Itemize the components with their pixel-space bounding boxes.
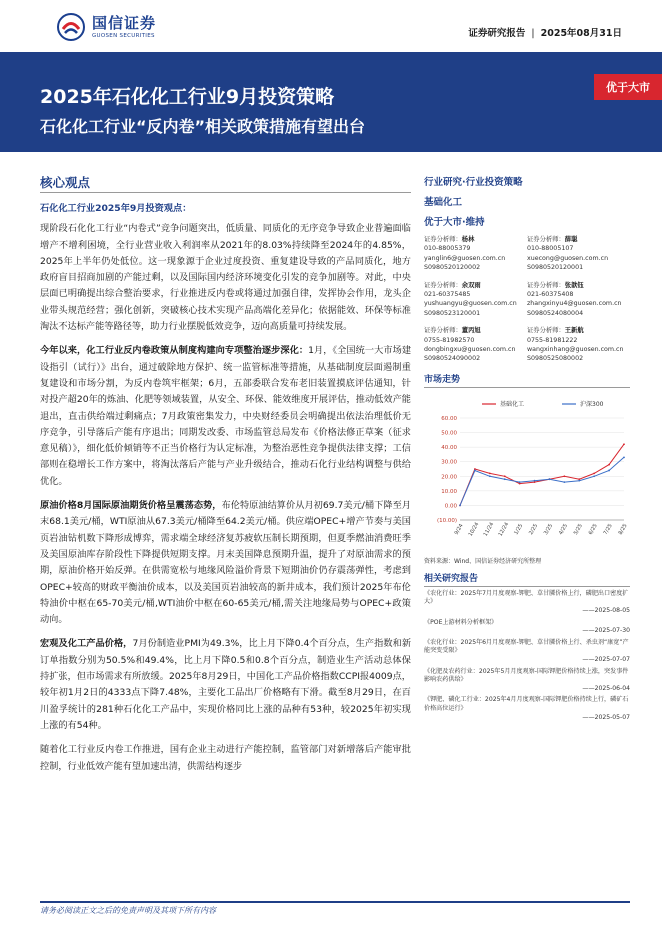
core-body bbox=[40, 201, 411, 783]
analyst-email[interactable]: zhangxinyu4@guosen.com.cn bbox=[527, 300, 622, 308]
y-tick-label: 40.00 bbox=[441, 445, 457, 452]
core-paragraph-3-lead: 原油价格8月国际原油期货价格呈震荡态势， bbox=[40, 500, 222, 512]
analyst-card: 证券分析师：张歆钰 021-60375408 zhangxinyu4@guosen.com.cn S0980524080004 bbox=[527, 281, 630, 319]
x-tick-label: 6/25 bbox=[587, 522, 599, 536]
core-paragraph-2: 今年以来，化工行业反内卷政策从制度构建向专项整治逐步深化：1月，《全国统一大市场建设指引（试行）》出台，通过破除地方保护、统一监管标准等措施，从基础制度层面遏制重复建设和市场分割，为反内卷筑牢框架；6月，五部委联合发布老旧装置摸底评估通知，针对投产超20年的炼油、化肥等领域装置，从安全、环保、能效维度开展评估，推动低效产能退出，直击供给端过剩痛点；7月政策密集发力，中央财经委员会明确提出依法治理低价无序竞争，引导落后产能有序退出；同期发改委、市场监管总局发布《价格法修正草案（征求意见稿）》，细化低价倾销等不正当价格行为认定标准，为整治恶性竞争提供法律支撑；工信部则在稳增长工作方案中，将淘汰落后产能与产业升级结合，推动石化行业结构调整与供给优化。 bbox=[40, 345, 412, 487]
y-tick-label: 0.00 bbox=[444, 503, 457, 510]
analyst-card: 证券分析师：余双雨 021-60375485 yushuangyu@guosen.com.cn S0980523120001 bbox=[424, 281, 527, 319]
legend-label: 沪深300 bbox=[580, 400, 604, 408]
analyst-list bbox=[424, 235, 630, 364]
core-paragraph-3: 原油价格8月国际原油期货价格呈震荡态势，布伦特原油结算价从月初69.7美元/桶下降至月末68.1美元/桶，WTI原油从67.3美元/桶降至64.2美元/桶。供应端OPEC+增产节奏与美国页岩油钻机数下降形成博弈，需求端全球经济复苏疲软压制长期预期，但夏季燃油消费旺季及美国原油库存阶段性下降提供短期支撑。月末美国降息预期升温，提升了对原油需求的预期，原油价格开始反弹。在供需宽松与地缘风险溢价背景下短期油价仍存震荡弹性，考虑到OPEC+较高的财政平衡油价成本，以及美国页岩油较高的新井成本，我们预计2025年布伦特油价中枢在65-70美元/桶,WTI油价中枢在60-65美元/桶,需关注地缘局势与OPEC+政策动向。 bbox=[40, 500, 411, 626]
footer-disclaimer: 请务必阅读正文之后的免责声明及其项下所有内容 bbox=[40, 906, 216, 915]
series-point bbox=[474, 469, 476, 471]
analyst-email[interactable]: wangxinhang@guosen.com.cn bbox=[527, 346, 624, 354]
analyst-email[interactable]: yushuangyu@guosen.com.cn bbox=[424, 300, 517, 308]
core-heading: 核心观点 bbox=[40, 175, 91, 190]
x-tick-label: 10/24 bbox=[467, 521, 481, 538]
industry-name: 基础化工 bbox=[424, 197, 463, 208]
header-meta: 证券研究报告 | 2025年08月31日 bbox=[468, 28, 622, 39]
series-point bbox=[549, 478, 551, 480]
core-paragraph-4: 宏观及化工产品价格，7月份制造业PMI为49.3%，比上月下降0.4个百分点，生产指数和新订单指数分别为50.5%和49.4%，比上月下降0.5和0.8个百分点，制造业生产活动总体保持扩张，但市场需求有所放缓。2025年8月29日，中国化工产品价格指数CCPI报4009点，较年初1月2日的4333点下降7.48%，主要化工品出厂价格略有下滑。截至8月29日，在百川盈孚统计的281种石化化工产品中，实现价格同比上涨的品种有53种，较2025年初实现上涨的有54种。 bbox=[40, 638, 412, 731]
related-reports-title: 相关研究报告 bbox=[424, 571, 630, 587]
analyst-card: 证券分析师：杨林 010-88005379 yanglin6@guosen.com.cn S0980520120002 bbox=[424, 235, 527, 273]
guosen-logo bbox=[56, 12, 156, 42]
core-paragraph-5: 随着化工行业反内卷工作推进，国有企业主动进行产能控制，监管部门对新增落后产能审批控制，行业低效产能有望加速出清，供需结构逐步 bbox=[40, 744, 411, 772]
chart-source: 资料来源：Wind、国信证券经济研究所整理 bbox=[424, 557, 542, 565]
footer-divider bbox=[40, 901, 630, 903]
series-point bbox=[489, 472, 491, 474]
y-tick-label: 60.00 bbox=[441, 415, 457, 422]
series-point bbox=[519, 481, 521, 483]
y-tick-label: 10.00 bbox=[441, 488, 457, 495]
series-point bbox=[563, 475, 565, 477]
series-point bbox=[534, 480, 536, 482]
core-paragraph-1: 现阶段石化化工行业“内卷式”竞争问题突出，低质量、同质化的无序竞争导致企业普遍面临增产不增利困境，全行业营业收入利润率从2021年的8.03%持续降至2024年的4.85%，2025年上半年仍处低位。这一现象源于企业过度投资、重复建设导致的产品同质化，地方政府盲目招商加剧的产能过剩，以及国际国内经济环境变化引发的竞争加剧等。对此，中央层面已明确提出综合整治要求，行业推进反内卷或将通过加强自律，发挥协会作用，龙头企业带头规范经营；强化创新，突破核心技术实现产品高端化差异化；依据能效、环保等标准淘汰不达标产能等路径等，助力行业摆脱低效竞争，迈向高质量可持续发展。 bbox=[40, 223, 411, 333]
x-tick-label: 7/25 bbox=[602, 522, 614, 536]
x-tick-label: 5/25 bbox=[572, 522, 584, 536]
core-divider bbox=[40, 192, 411, 193]
legend-label: 基础化工 bbox=[500, 400, 525, 408]
y-tick-label: (10.00) bbox=[436, 517, 457, 524]
report-type: 证券研究报告 bbox=[468, 28, 526, 39]
analyst-email[interactable]: yanglin6@guosen.com.cn bbox=[424, 254, 506, 262]
analyst-card: 证券分析师：董丙旭 0755-81982570 dongbingxu@guosen.com.cn S0980524090002 bbox=[424, 326, 527, 364]
logo-cn-text: 国信证券 bbox=[92, 13, 157, 32]
series-point bbox=[608, 469, 610, 471]
page-header bbox=[0, 0, 662, 52]
x-tick-label: 4/25 bbox=[557, 522, 570, 536]
related-report-link[interactable]: 《钾肥、磷化工行业：2025年4月月度观察-国际钾肥价格持续上行，磷矿石价格高位运行》 ——2025-05-07 bbox=[424, 696, 630, 721]
rating-line: 优于大市·维持 bbox=[424, 217, 485, 228]
x-tick-label: 12/24 bbox=[497, 521, 511, 538]
x-tick-label: 1/25 bbox=[513, 522, 525, 536]
series-point bbox=[578, 480, 580, 482]
related-report-link[interactable]: 《化肥及农药行业：2025年5月月度观察-国际钾肥价格持续上涨，突发事件影响农药供给》 ——2025-06-04 bbox=[424, 667, 630, 692]
related-report-link[interactable]: 《农化行业：2025年7月月度观察-钾肥、草甘膦价格上行，磷肥出口密度扩大》 ——2025-08-05 bbox=[424, 589, 630, 615]
x-tick-label: 11/24 bbox=[482, 521, 496, 538]
series-point bbox=[623, 456, 625, 458]
sidebar bbox=[424, 173, 630, 722]
report-category: 行业研究·行业投资策略 bbox=[424, 177, 523, 188]
series-line-csi300 bbox=[460, 457, 624, 505]
core-paragraph-4-lead: 宏观及化工产品价格， bbox=[40, 638, 133, 650]
core-subheading: 石化化工行业2025年9月投资观点： bbox=[40, 203, 192, 214]
rating-badge: 优于大市 bbox=[594, 74, 662, 100]
logo-en-text: GUOSEN SECURITIES bbox=[92, 32, 155, 39]
report-subtitle: 石化化工行业“反内卷”相关政策措施有望出台 bbox=[40, 117, 366, 136]
related-report-link[interactable]: 《农化行业：2025年6月月度观察-钾肥、草甘膦价格上行、杀虫剂“康宽”产能突变受限》 ——2025-07-07 bbox=[424, 638, 630, 664]
x-tick-label: 9/24 bbox=[453, 522, 465, 536]
market-trend-title: 市场走势 bbox=[424, 372, 630, 388]
series-point bbox=[504, 475, 506, 477]
series-point bbox=[459, 504, 461, 506]
y-tick-label: 30.00 bbox=[441, 459, 457, 466]
title-banner bbox=[0, 52, 662, 152]
series-point bbox=[623, 443, 625, 445]
report-title: 2025年石化化工行业9月投资策略 bbox=[40, 86, 335, 108]
related-reports-list bbox=[424, 590, 630, 722]
series-point bbox=[563, 481, 565, 483]
y-tick-label: 50.00 bbox=[441, 430, 457, 437]
guosen-logo-icon bbox=[56, 12, 86, 42]
report-date: 2025年08月31日 bbox=[540, 28, 622, 39]
analyst-card: 证券分析师：薛聪 010-88005107 xuecong@guosen.com.cn S0980520120001 bbox=[527, 235, 630, 273]
y-tick-label: 20.00 bbox=[441, 474, 457, 481]
x-tick-label: 3/25 bbox=[543, 522, 555, 536]
series-point bbox=[504, 478, 506, 480]
series-point bbox=[489, 475, 491, 477]
x-tick-label: 2/25 bbox=[528, 522, 540, 536]
analyst-email[interactable]: dongbingxu@guosen.com.cn bbox=[424, 346, 516, 354]
series-point bbox=[608, 464, 610, 466]
related-report-link[interactable]: 《POE上游材料分析框架》 ——2025-07-30 bbox=[424, 618, 630, 635]
analyst-email[interactable]: xuecong@guosen.com.cn bbox=[527, 254, 609, 262]
x-tick-label: 8/25 bbox=[617, 522, 629, 536]
analyst-card: 证券分析师：王新航 0755-81981222 wangxinhang@guosen.com.cn S0980525080002 bbox=[527, 326, 630, 364]
market-trend-chart bbox=[424, 392, 630, 550]
series-point bbox=[593, 472, 595, 474]
core-paragraph-2-lead: 今年以来，化工行业反内卷政策从制度构建向专项整治逐步深化： bbox=[40, 345, 309, 357]
series-point bbox=[593, 475, 595, 477]
